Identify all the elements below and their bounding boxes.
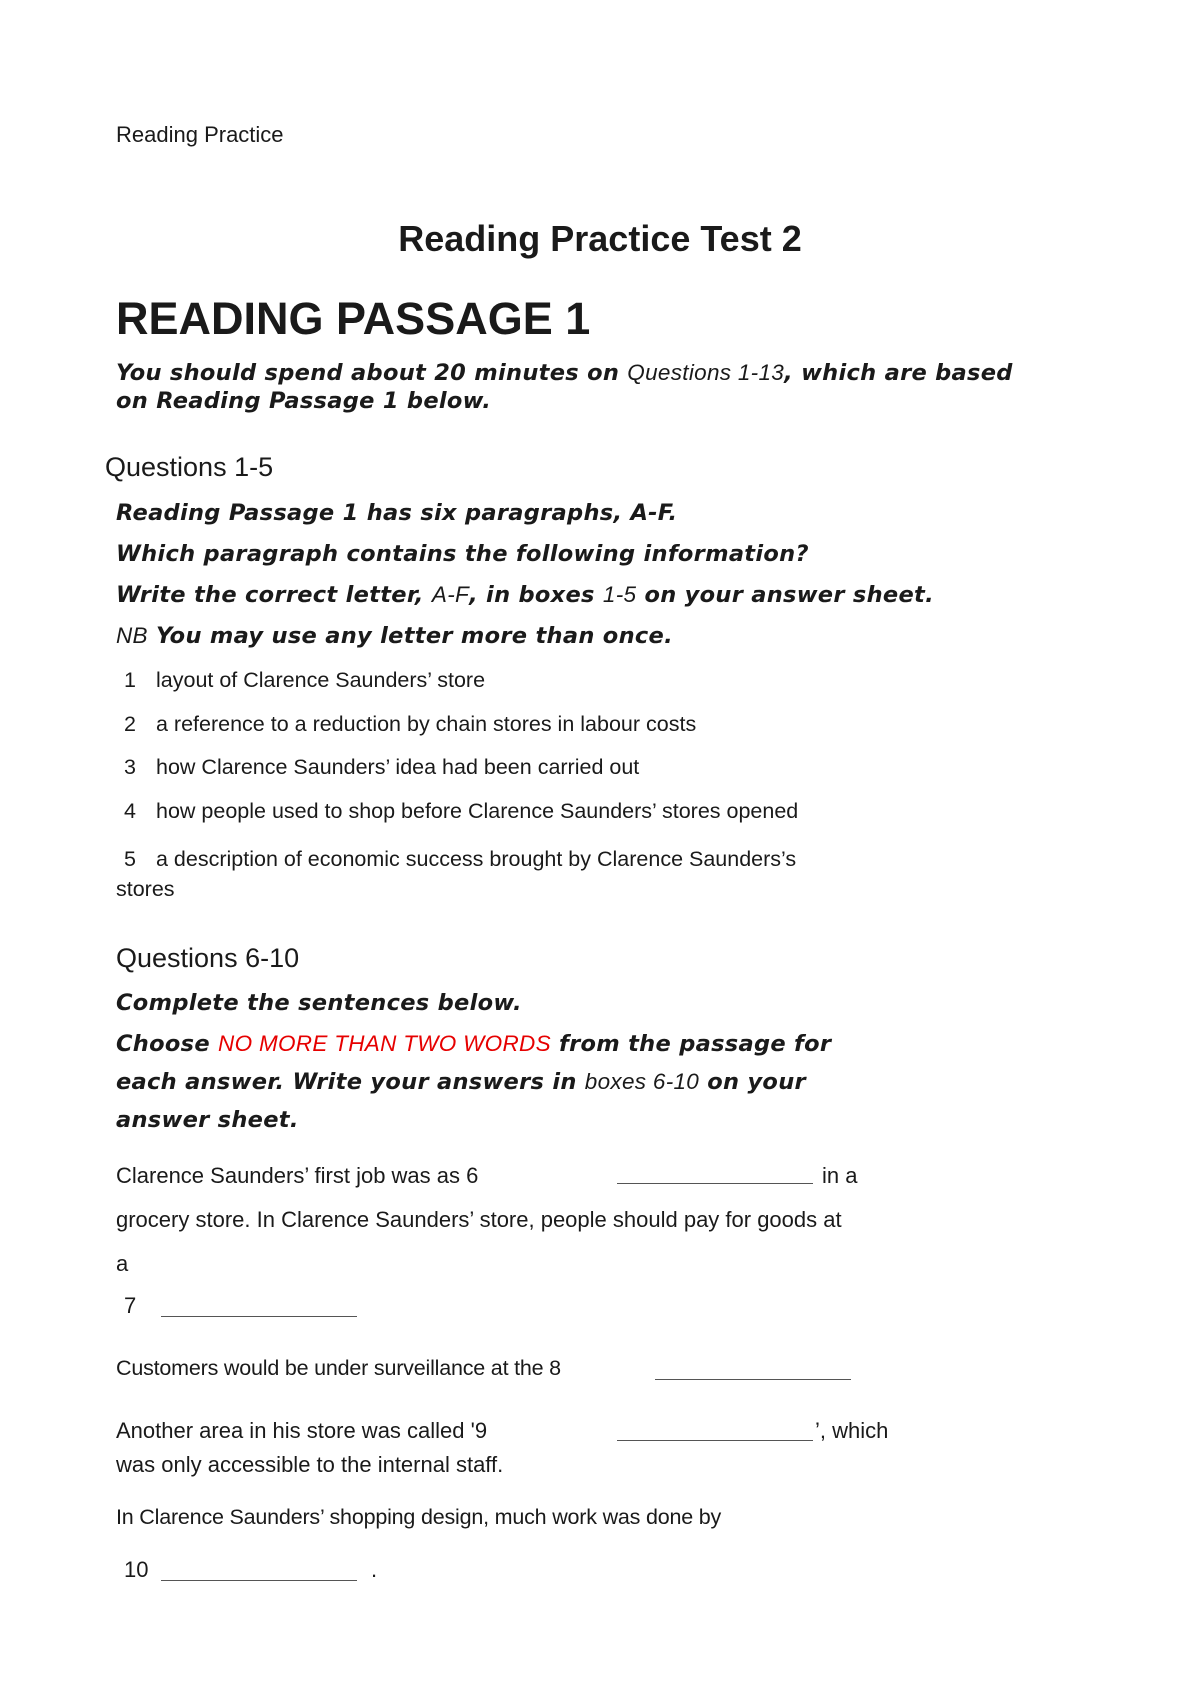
- s2-instruction-2: Choose NO MORE THAN TWO WORDS from the passage for: [116, 1031, 832, 1057]
- sentence-10-end: .: [371, 1557, 378, 1582]
- s2-instruction-1: Complete the sentences below.: [116, 990, 522, 1016]
- page-header: Reading Practice: [116, 122, 284, 147]
- test-title: Reading Practice Test 2: [398, 218, 802, 259]
- intro-line-2: on Reading Passage 1 below.: [116, 388, 492, 414]
- intro-line-1: You should spend about 20 minutes on Questions 1-13, which are based: [116, 360, 1013, 386]
- s1-instruction-2: Which paragraph contains the following information?: [116, 541, 809, 567]
- s1-instruction-4: NB You may use any letter more than once.: [116, 623, 673, 649]
- sentence-6-line-3: a: [116, 1251, 129, 1276]
- answer-blank-9[interactable]: [617, 1431, 813, 1449]
- sentence-6-end: in a: [822, 1163, 858, 1188]
- list-item-continuation: stores: [116, 877, 175, 901]
- passage-title: READING PASSAGE 1: [116, 293, 591, 344]
- list-item: 4 how people used to shop before Clarence Saunders’ stores opened: [124, 799, 799, 823]
- sentence-9-end: ’, which: [815, 1418, 889, 1443]
- list-item: 3 how Clarence Saunders’ idea had been carried out: [124, 755, 640, 779]
- s1-instruction-1: Reading Passage 1 has six paragraphs, A-F.: [116, 500, 678, 526]
- question-number-7: 7: [124, 1293, 137, 1318]
- sentence-9: Another area in his store was called '9: [116, 1418, 488, 1443]
- questions-6-10-heading: Questions 6-10: [116, 943, 300, 973]
- sentence-8: Customers would be under surveillance at the 8: [116, 1356, 561, 1380]
- sentence-6: Clarence Saunders’ first job was as 6: [116, 1163, 479, 1188]
- question-number-10: 10: [124, 1557, 149, 1582]
- answer-blank-6[interactable]: [617, 1174, 813, 1192]
- answer-blank-10[interactable]: [161, 1571, 357, 1589]
- s2-instruction-3: each answer. Write your answers in boxes 6-10 on your: [116, 1069, 806, 1095]
- answer-blank-8[interactable]: [655, 1370, 851, 1388]
- answer-blank-7[interactable]: [161, 1307, 357, 1325]
- sentence-10: In Clarence Saunders’ shopping design, much work was done by: [116, 1505, 722, 1529]
- s1-instruction-3: Write the correct letter, A-F, in boxes 1-5 on your answer sheet.: [116, 582, 934, 608]
- questions-1-5-heading: Questions 1-5: [105, 452, 274, 482]
- s2-instruction-4: answer sheet.: [116, 1107, 299, 1133]
- sentence-9-line-2: was only accessible to the internal staff.: [116, 1452, 504, 1477]
- list-item: 2 a reference to a reduction by chain stores in labour costs: [124, 712, 697, 736]
- list-item: 1 layout of Clarence Saunders’ store: [124, 668, 486, 692]
- list-item: 5 a description of economic success brought by Clarence Saunders’s: [124, 847, 797, 871]
- sentence-6-line-2: grocery store. In Clarence Saunders’ store, people should pay for goods at: [116, 1207, 842, 1232]
